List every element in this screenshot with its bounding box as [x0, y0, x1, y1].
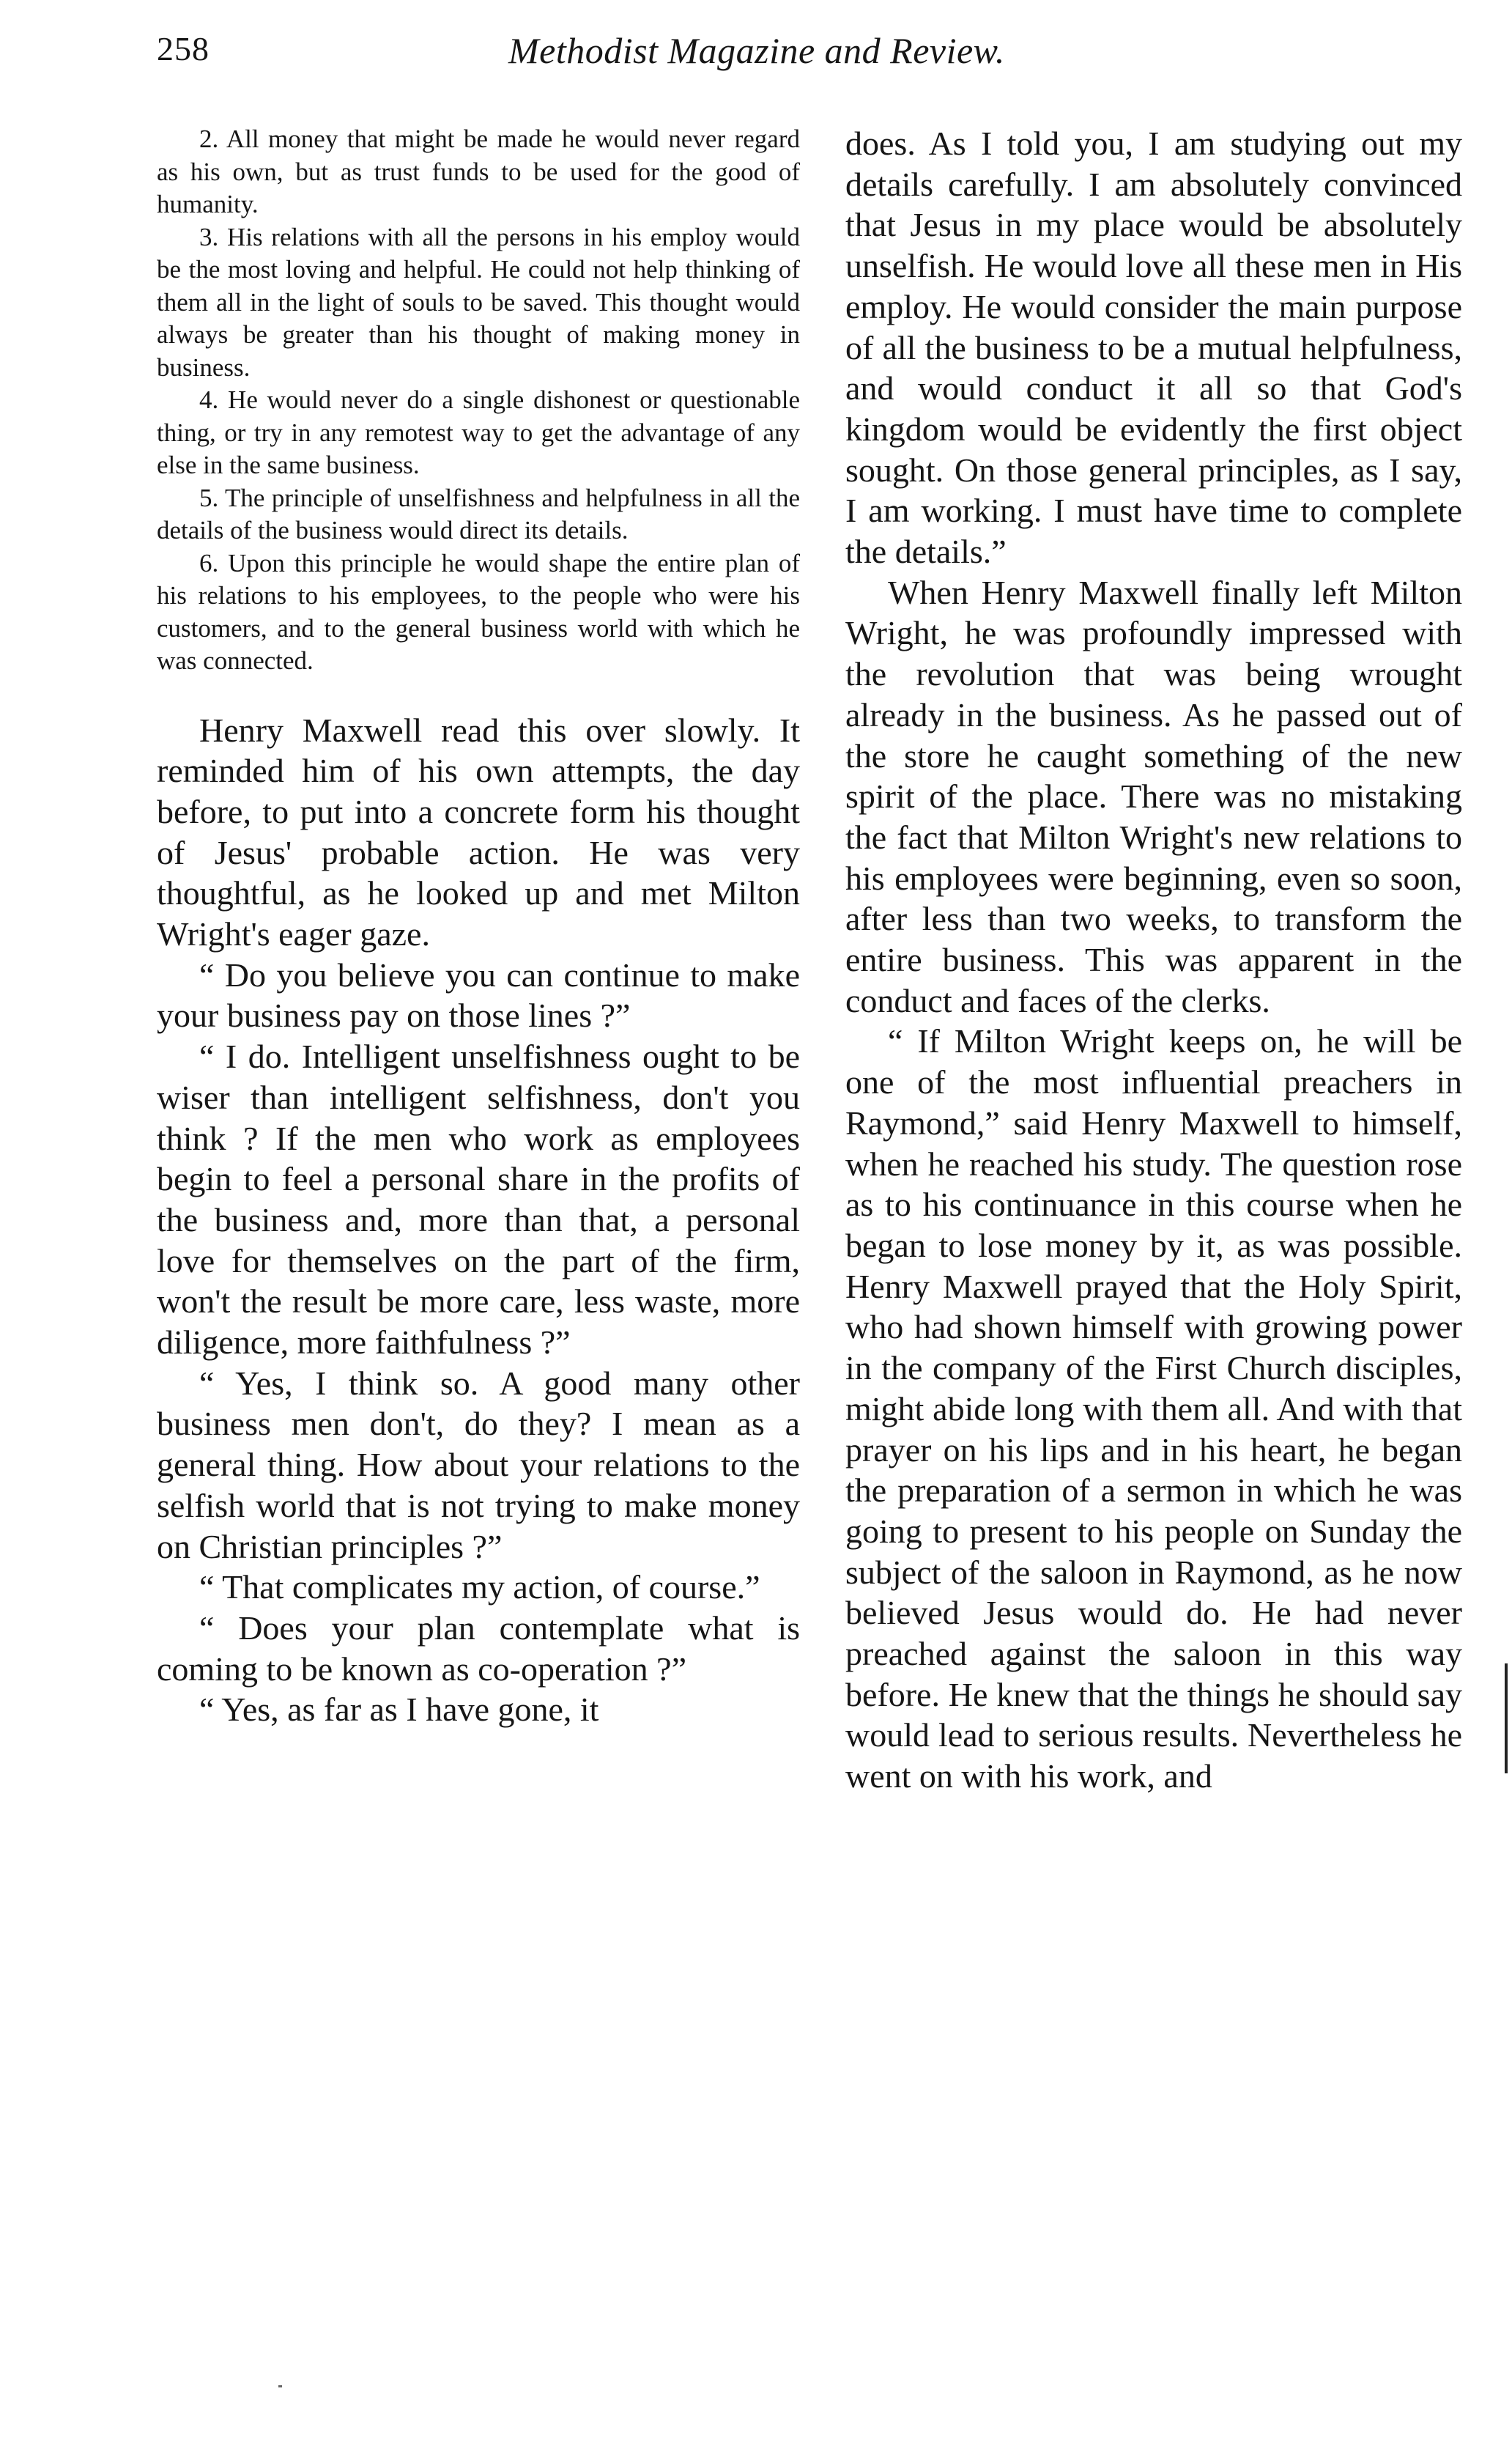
section-gap — [157, 678, 800, 710]
right-column — [845, 123, 1462, 1797]
continued-paragraph: does. As I told you, I am studying out my details carefully. I am absolutely convinced that Jesus in my place would be absolutely unselfish. He would love all these men in His employ. He would consider the main purpose of all the business to be a mutual helpfulness, and would conduct it all so that God's kingdom would be evidently the first object sought. On those general principles, as I say, I am working. I must have time to complete the details.” — [845, 125, 1462, 571]
paragraph: Henry Maxwell read this over slowly. It reminded him of his own attempts, the day before, to put into a concrete form his thought of Jesus' probable action. He was very thoughtful, as he looked up and met Milton Wright's eager gaze. — [157, 711, 800, 953]
list-item: 2. All money that might be made he would never regard as his own, but as trust funds to be used for the good of humanity. — [157, 125, 800, 218]
list-item: 4. He would never do a single dishonest or questionable thing, or try in any remotest way to get the advantage of any else in the same business. — [157, 385, 800, 479]
paragraph: When Henry Maxwell finally left Milton Wright, he was profoundly impressed with the revolution that was being wrought already in the business. As he passed out of the store he caught something of the new spirit of the place. There was no mistaking the fact that Milton Wright's new relations to his employees were beginning, even so soon, after less than two weeks, to transform the entire business. This was apparent in the conduct and faces of the clerks. — [845, 573, 1462, 1019]
right-body-text — [845, 123, 1462, 1797]
scan-edge-mark — [1505, 1663, 1508, 1773]
running-head: Methodist Magazine and Review. — [508, 30, 1005, 71]
paragraph: “ Do you believe you can continue to make your business pay on those lines ?” — [157, 956, 800, 1035]
paragraph: “ If Milton Wright keeps on, he will be one of the most influential preachers in Raymond,” said Henry Maxwell to himself, when he reached his study. The question rose as to his continuance in this course when he began to lose money by it, as was possible. Henry Maxwell prayed that the Holy Spirit, who had shown himself with growing power in the company of the First Church disciples, might abide long with them all. And with that prayer on his lips and in his heart, he began the preparation of a sermon in which he was going to present to his people on Sunday the subject of the saloon in Raymond, as he now believed Jesus would do. He had never preached against the saloon in this way before. He knew that the things he should say would lead to serious results. Nevertheless he went on with his work, and — [845, 1022, 1462, 1795]
paragraph: “ That complicates my action, of course.” — [199, 1568, 760, 1606]
paragraph: “ Yes, I think so. A good many other business men don't, do they? I mean as a general thing. How about your relations to the selfish world that is not trying to make money on Christian principles ?” — [157, 1364, 800, 1565]
list-item: 3. His relations with all the persons in his employ would be the most loving and helpful. He could not help thinking of them all in the light of souls to be saved. This thought would always be greater than his thought of making money in business. — [157, 222, 800, 382]
page-header — [157, 29, 1431, 88]
paragraph: “ Does your plan contemplate what is coming to be known as co-operation ?” — [157, 1608, 800, 1688]
scan-speck — [278, 2385, 282, 2387]
left-body-text — [157, 710, 800, 1731]
paragraph: “ Yes, as far as I have gone, it — [199, 1691, 599, 1729]
page-number: 258 — [157, 30, 210, 67]
list-item: 5. The principle of unselfishness and helpfulness in all the details of the business would direct its details. — [157, 483, 800, 544]
list-item: 6. Upon this principle he would shape the entire plan of his relations to his employees, to the people who were his customers, and to the general business world with which he was connected. — [157, 548, 800, 675]
numbered-list — [157, 123, 800, 678]
left-column — [157, 123, 800, 1730]
paragraph: “ I do. Intelligent unselfishness ought to be wiser than intelligent selfishness, don't you think ? If the men who work as employees begin to feel a personal share in the profits of the business and, more than that, a personal love for themselves on the part of the firm, won't the result be more care, less waste, more diligence, more faithfulness ?” — [157, 1038, 800, 1362]
